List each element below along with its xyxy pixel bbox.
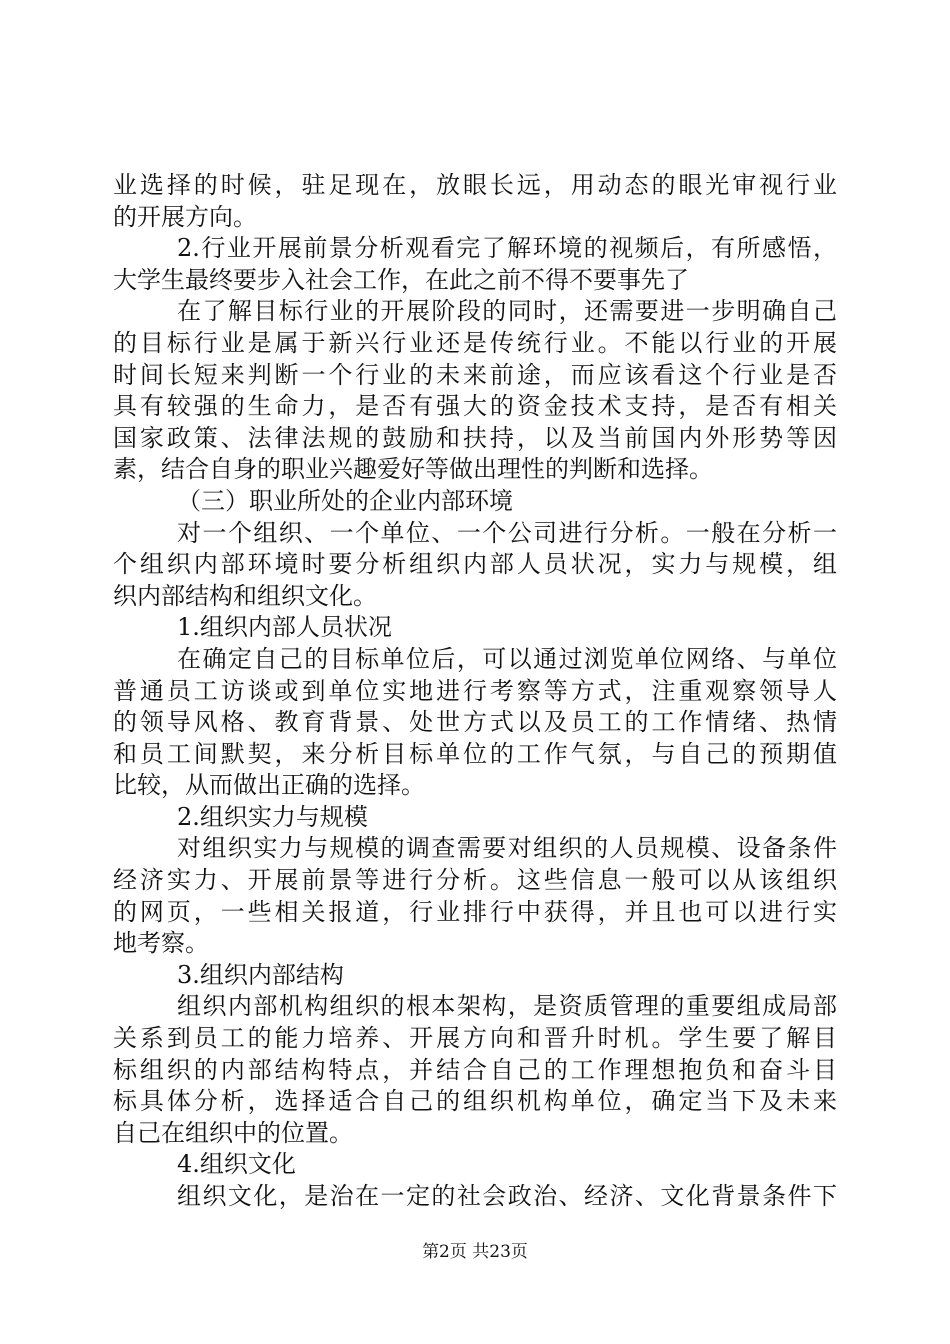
text-line: 时间长短来判断一个行业的未来前途，而应该看这个行业是否: [113, 360, 837, 389]
text-line: 的开展方向。: [113, 202, 257, 231]
text-line: 对一个组织、一个单位、一个公司进行分析。一般在分析一: [177, 518, 837, 547]
text-line: 地考察。: [113, 929, 209, 958]
text-line: 的领导风格、教育背景、处世方式以及员工的工作情绪、热情: [113, 708, 837, 737]
document-body: [113, 170, 837, 1213]
subsection-heading: 3.组织内部结构: [177, 960, 344, 989]
text-line: 标具体分析，选择适合自己的组织机构单位，确定当下及未来: [113, 1087, 837, 1116]
text-line: 经济实力、开展前景等进行分析。这些信息一般可以从该组织: [113, 866, 837, 895]
text-line: 自己在组织中的位置。: [113, 1118, 353, 1147]
text-line: 业选择的时候，驻足现在，放眼长远，用动态的眼光审视行业: [113, 171, 837, 199]
text-line: 和员工间默契，来分析目标单位的工作气氛，与自己的预期值: [113, 739, 837, 768]
text-line: 个组织内部环境时要分析组织内部人员状况，实力与规模，组: [113, 550, 837, 579]
text-line: 在确定自己的目标单位后，可以通过浏览单位网络、与单位: [177, 644, 837, 673]
text-line: 在了解目标行业的开展阶段的同时，还需要进一步明确自己: [177, 297, 837, 326]
text-line: 织内部结构和组织文化。: [113, 581, 377, 610]
text-line: 大学生最终要步入社会工作，在此之前不得不要事先了: [113, 265, 689, 294]
text-line: 2.行业开展前景分析观看完了解环境的视频后，有所感悟，: [177, 234, 837, 263]
text-line: 对组织实力与规模的调查需要对组织的人员规模、设备条件: [177, 834, 837, 863]
text-line: 比较，从而做出正确的选择。: [113, 771, 425, 800]
subsection-heading: 1.组织内部人员状况: [177, 613, 392, 642]
text-line: 标组织的内部结构特点，并结合自己的工作理想抱负和奋斗目: [113, 1055, 837, 1084]
text-line: 关系到员工的能力培养、开展方向和晋升时机。学生要了解目: [113, 1024, 837, 1053]
text-line: 具有较强的生命力，是否有强大的资金技术支持，是否有相关: [113, 392, 837, 421]
text-line: 普通员工访谈或到单位实地进行考察等方式，注重观察领导人: [113, 676, 837, 705]
text-line: 组织文化，是治在一定的社会政治、经济、文化背景条件下: [177, 1182, 837, 1210]
text-line: 的目标行业是属于新兴行业还是传统行业。不能以行业的开展: [113, 328, 837, 357]
text-line: 素，结合自身的职业兴趣爱好等做出理性的判断和选择。: [113, 455, 713, 484]
text-line: 国家政策、法律法规的鼓励和扶持，以及当前国内外形势等因: [113, 423, 837, 452]
subsection-heading: 2.组织实力与规模: [177, 802, 368, 831]
text-line: 组织内部机构组织的根本架构，是资质管理的重要组成局部: [177, 992, 837, 1021]
section-heading: （三）职业所处的企业内部环境: [177, 486, 513, 515]
text-line: 的网页，一些相关报道，行业排行中获得，并且也可以进行实: [113, 897, 837, 926]
subsection-heading: 4.组织文化: [177, 1150, 296, 1179]
page-footer: 第2页 共23页: [422, 1242, 528, 1262]
